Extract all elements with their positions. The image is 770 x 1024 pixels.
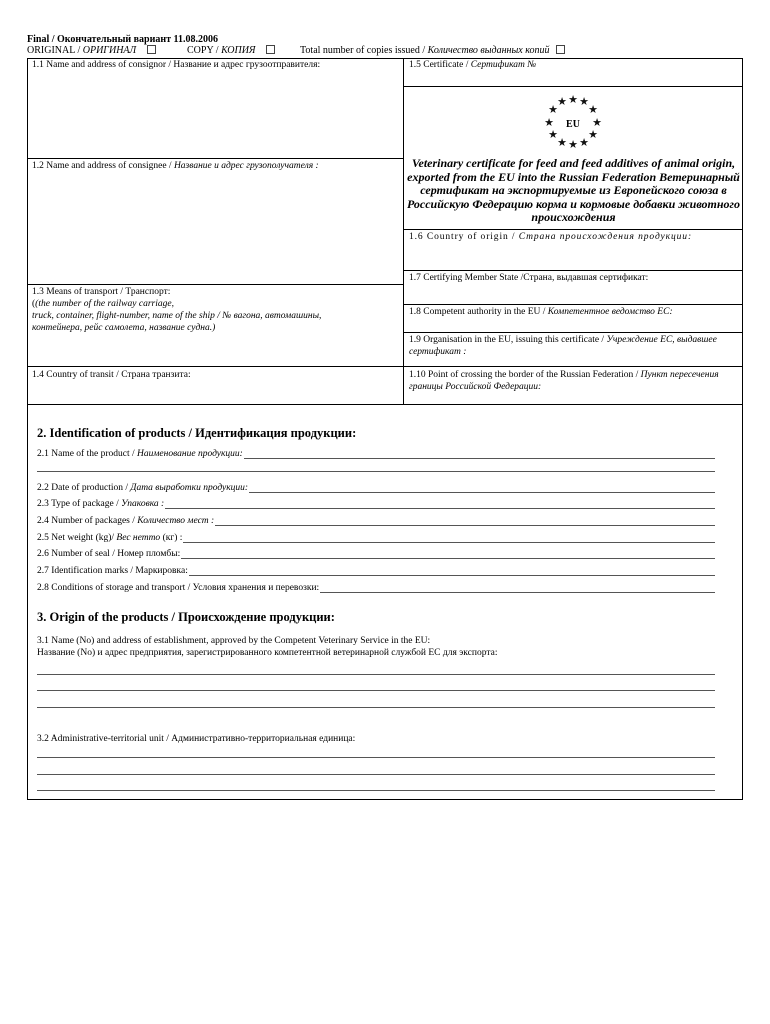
divider (27, 284, 403, 285)
form-version-header: Final / Окончательный вариант 11.08.2006 (27, 34, 218, 45)
svg-text:★: ★ (544, 116, 554, 129)
svg-text:★: ★ (579, 95, 589, 108)
product-name-line-2[interactable] (37, 471, 715, 472)
svg-text:★: ★ (557, 95, 567, 108)
section-3-title: 3. Origin of the products / Происхождение продукции: (37, 610, 335, 624)
country-of-transit-field[interactable]: 1.4 Country of transit / Страна транзита: (32, 370, 191, 380)
country-of-origin-field[interactable]: 1.6 Country of origin / Страна происхождения продукции: (409, 232, 693, 242)
copy-option: COPY / КОПИЯ (187, 45, 275, 56)
svg-text:★: ★ (548, 103, 558, 116)
seal-number-field[interactable]: 2.6 Number of seal / Номер пломбы: (37, 547, 715, 559)
divider (404, 304, 743, 305)
means-of-transport-field[interactable]: 1.3 Means of transport / Транспорт: ((the number of the railway carriage, truck, container, flight-number, name of the ship / № вагона, автомашины, контейнера, рейс самолета, название судна.) (32, 287, 322, 333)
storage-transport-conditions-field[interactable]: 2.8 Conditions of storage and transport / Условия хранения и перевозки: (37, 581, 715, 593)
border-crossing-point-field[interactable]: 1.10 Point of crossing the border of the Russian Federation / Пункт пересечения границы Российской Федерации: (409, 370, 719, 392)
issuing-organisation-field[interactable]: 1.9 Organisation in the EU, issuing this certificate / Учреждение ЕС, выдавшее сертификат : (409, 335, 717, 357)
establishment-label: 3.1 Name (No) and address of establishment, approved by the Competent Veterinary Service in the EU: Название (No) и адрес предприятия, зарегистрированного компетентной ветеринарной службой ЕС для экспорта: (37, 636, 498, 658)
eu-stars-emblem-icon (540, 95, 606, 149)
eu-label: EU (566, 119, 580, 130)
admin-territorial-unit-label: 3.2 Administrative-territorial unit / Административно-территориальная единица: (37, 734, 356, 744)
number-of-packages-field[interactable]: 2.4 Number of packages / Количество мест : (37, 514, 715, 526)
total-copies-checkbox[interactable] (556, 45, 565, 54)
copy-checkbox[interactable] (266, 45, 275, 54)
product-name-field[interactable]: 2.1 Name of the product / Наименование продукции: (37, 447, 715, 459)
establishment-line-2[interactable] (37, 690, 715, 691)
divider (27, 158, 403, 159)
certificate-title: Veterinary certificate for feed and feed additives of animal origin, exported from the EU into the Russian Federation Ветеринарный сертификат на экспортируемые из Европейского союза в Российскую Федерацию корма и кормовые добавки животного происхождения (407, 156, 740, 224)
total-copies-field: Total number of copies issued / Количество выданных копий (300, 45, 565, 56)
divider (404, 270, 743, 271)
admin-unit-line-2[interactable] (37, 774, 715, 775)
production-date-field[interactable]: 2.2 Date of production / Дата выработки продукции: (37, 481, 715, 493)
consignor-field[interactable]: 1.1 Name and address of consignor / Название и адрес грузоотправителя: (32, 60, 321, 70)
competent-authority-field[interactable]: 1.8 Competent authority in the EU / Компетентное ведомство ЕС: (409, 307, 673, 317)
divider (404, 229, 743, 230)
column-divider (403, 58, 404, 404)
establishment-line-1[interactable] (37, 674, 715, 675)
svg-text:★: ★ (579, 136, 589, 149)
package-type-field[interactable]: 2.3 Type of package / Упаковка : (37, 497, 715, 509)
original-option: ORIGINAL / ОРИГИНАЛ (27, 45, 156, 56)
divider (27, 404, 743, 405)
consignee-field[interactable]: 1.2 Name and address of consignee / Название и адрес грузополучателя : (32, 161, 319, 171)
certificate-number-field[interactable]: 1.5 Certificate / Сертификат № (409, 60, 537, 70)
admin-unit-line-3[interactable] (37, 790, 715, 791)
original-checkbox[interactable] (147, 45, 156, 54)
svg-text:★: ★ (548, 128, 558, 141)
divider (404, 332, 743, 333)
svg-text:★: ★ (588, 128, 598, 141)
net-weight-field[interactable]: 2.5 Net weight (kg)/ Вес нетто (кг) : (37, 531, 715, 543)
svg-text:★: ★ (592, 116, 602, 129)
certifying-member-state-field[interactable]: 1.7 Certifying Member State /Страна, выдавшая сертификат: (409, 273, 649, 283)
svg-text:★: ★ (568, 138, 578, 149)
admin-unit-line-1[interactable] (37, 757, 715, 758)
divider (404, 86, 743, 87)
divider (27, 366, 743, 367)
svg-text:★: ★ (568, 95, 578, 106)
identification-marks-field[interactable]: 2.7 Identification marks / Маркировка: (37, 564, 715, 576)
establishment-line-3[interactable] (37, 707, 715, 708)
svg-text:★: ★ (557, 136, 567, 149)
section-2-title: 2. Identification of products / Идентификация продукции: (37, 426, 357, 440)
svg-text:★: ★ (588, 103, 598, 116)
